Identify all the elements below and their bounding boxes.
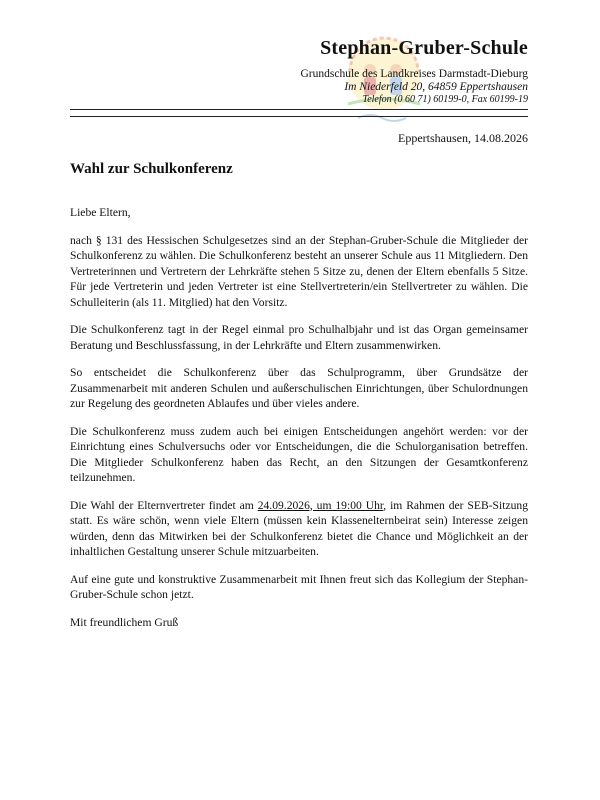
- letterhead: [268, 36, 528, 106]
- letter-subject: Wahl zur Schulkonferenz: [70, 161, 233, 177]
- school-subtitle: Grundschule des Landkreises Darmstadt-Dieburg: [300, 68, 528, 80]
- paragraph-6: Auf eine gute und konstruktive Zusammenarbeit mit Ihnen freut sich das Kollegium der Stephan-Gruber-Schule schon jetzt.: [70, 572, 528, 601]
- paragraph-5-end: , im Rahmen der SEB-Sitzung statt. Es wäre schön, wenn viele Eltern (müssen kein Klassenelternbeirat sein) Interesse zeigen würden, denn das Mitwirken bei der Schulkonferenz bietet die Chance und Möglichkeit an der inhaltlichen Gestaltung unserer Schule mitzuarbeiten.: [70, 498, 528, 558]
- paragraph-4: Die Schulkonferenz muss zudem auch bei einigen Entscheidungen angehört werden: vor der Einrichtung eines Schulversuchs oder vor Entscheidungen, die die Schulorganisation betreffen. Die Mitglieder Schulkonferenz haben das Recht, an den Sitzungen der Gesamtkonferenz teilzunehmen.: [70, 424, 528, 484]
- school-name: Stephan-Gruber-Schule: [320, 37, 528, 59]
- header-rule-top: [70, 109, 528, 110]
- election-date: 24.09.2026, um 19:00 Uhr: [257, 498, 384, 512]
- date-line: Eppertshausen, 14.08.2026: [398, 131, 528, 145]
- paragraph-1: nach § 131 des Hessischen Schulgesetzes sind an der Stephan-Gruber-Schule die Mitglieder der Schulkonferenz zu wählen. Die Schulkonferenz besteht an unserer Schule aus 11 Mitgliedern. Den Vertreterinnen und Vertretern der Lehrkräfte stehen 5 Sitze zu, denen der Eltern ebenfalls 5 Sitze. Für jede Vertreterin und jeden Vertreter ist eine Stellvertreterin/ein Stellvertreter zu wählen. Die Schulleiterin (als 11. Mitglied) hat den Vorsitz.: [70, 233, 528, 309]
- paragraph-5-start: Die Wahl der Elternvertreter findet am: [70, 498, 258, 512]
- school-address: Im Niederfeld 20, 64859 Eppertshausen: [344, 81, 528, 93]
- salutation: Liebe Eltern,: [70, 206, 131, 219]
- paragraph-3: So entscheidet die Schulkonferenz über das Schulprogramm, über Grundsätze der Zusammenarbeit mit anderen Schulen und außerschulischen Einrichtungen, über Schulordnungen zur Regelung des geordneten Ablaufes und über vieles andere.: [70, 366, 528, 410]
- paragraph-2: Die Schulkonferenz tagt in der Regel einmal pro Schulhalbjahr und ist das Organ gemeinsamer Beratung und Beschlussfassung, in der Lehrkräfte und Eltern zusammenwirken.: [70, 323, 528, 352]
- school-phone: Telefon (0 60 71) 60199-0, Fax 60199-19: [362, 94, 528, 105]
- letter-body: [70, 205, 528, 642]
- closing: Mit freundlichem Gruß: [70, 615, 179, 629]
- paragraph-5: [70, 498, 528, 560]
- header-rule-bottom: [70, 116, 528, 117]
